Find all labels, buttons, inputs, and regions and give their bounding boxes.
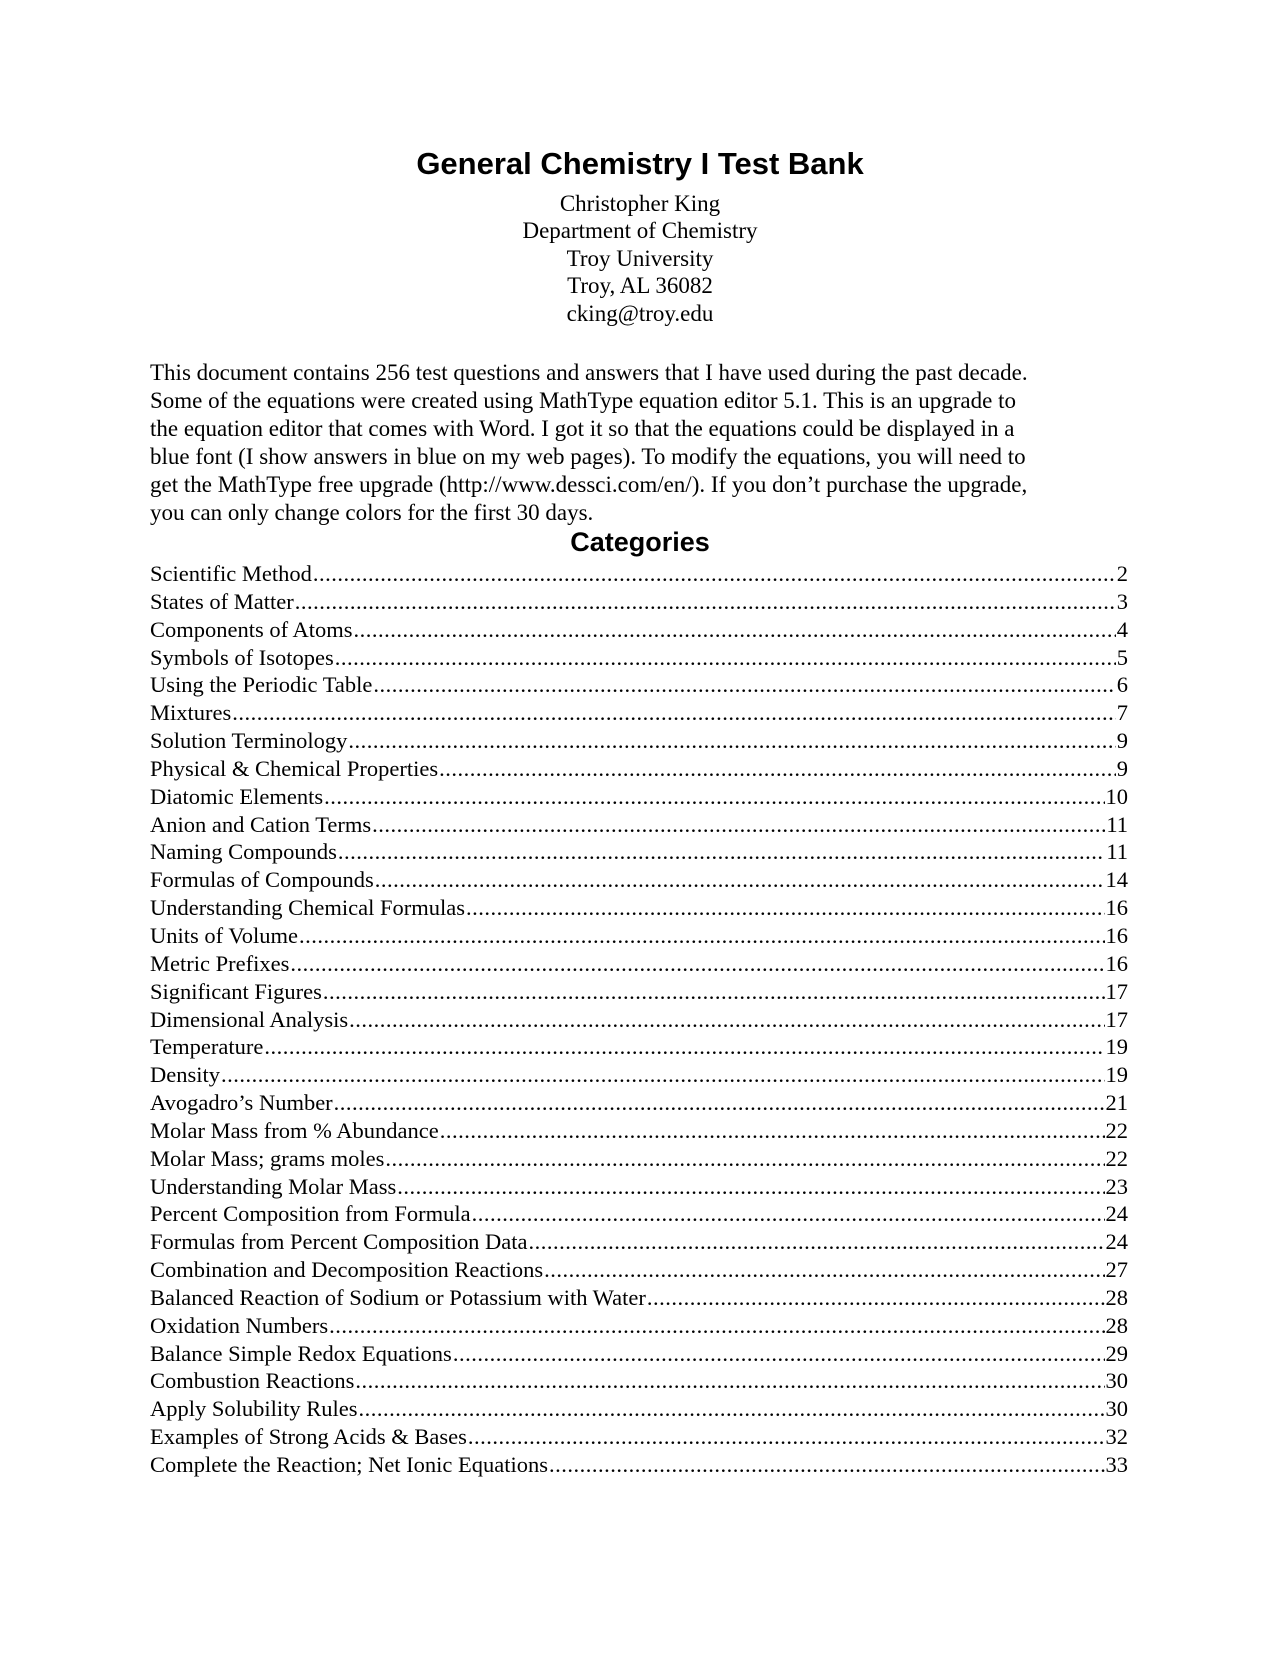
toc-dot-leader	[264, 1033, 1104, 1061]
toc-entry[interactable]	[150, 1312, 1128, 1340]
intro-line: the equation editor that comes with Word. I got it so that the equations could be displayed in a	[150, 416, 1015, 441]
toc-dot-leader	[397, 1173, 1104, 1201]
toc-dot-leader	[354, 616, 1116, 644]
toc-dot-leader	[324, 783, 1104, 811]
toc-dot-leader	[348, 727, 1115, 755]
toc-entry-page-number: 2	[1116, 561, 1128, 586]
toc-entry-page-number: 19	[1105, 1062, 1128, 1088]
toc-entry-label: Balance Simple Redox Equations	[150, 1340, 452, 1366]
toc-entry-page-number: 3	[1116, 588, 1128, 614]
toc-dot-leader	[385, 1145, 1104, 1173]
toc-dot-leader	[472, 1200, 1105, 1228]
toc-entry-page-number: 22	[1105, 1145, 1128, 1171]
toc-entry-page-number: 22	[1105, 1117, 1128, 1143]
toc-entry-page-number: 7	[1116, 700, 1128, 726]
toc-dot-leader	[544, 1256, 1104, 1284]
toc-entry[interactable]	[150, 1284, 1128, 1312]
toc-entry-page-number: 19	[1105, 1034, 1128, 1060]
toc-entry[interactable]	[150, 866, 1128, 894]
toc-entry-label: Balanced Reaction of Sodium or Potassium with Water	[150, 1284, 646, 1310]
toc-entry[interactable]	[150, 1256, 1128, 1284]
toc-entry-page-number: 17	[1105, 978, 1128, 1004]
toc-entry[interactable]	[150, 783, 1128, 811]
toc-dot-leader	[335, 644, 1116, 672]
toc-entry-page-number: 30	[1105, 1396, 1128, 1422]
toc-entry[interactable]	[150, 616, 1128, 644]
toc-dot-leader	[221, 1061, 1105, 1089]
toc-dot-leader	[355, 1367, 1104, 1395]
author-university: Troy University	[566, 245, 714, 271]
toc-dot-leader	[299, 922, 1105, 950]
intro-line: This document contains 256 test questions and answers that I have used during the past decade.	[150, 360, 1028, 385]
toc-entry-page-number: 32	[1105, 1424, 1128, 1450]
toc-dot-leader	[290, 950, 1104, 978]
toc-entry-page-number: 33	[1105, 1452, 1128, 1477]
toc-dot-leader	[549, 1451, 1104, 1479]
toc-entry-page-number: 9	[1116, 728, 1128, 754]
toc-entry[interactable]	[150, 644, 1128, 672]
toc-dot-leader	[232, 699, 1116, 727]
toc-entry-label: Combination and Decomposition Reactions	[150, 1257, 544, 1283]
toc-entry[interactable]	[150, 1089, 1128, 1117]
toc-entry[interactable]	[150, 1061, 1128, 1089]
toc-entry-label: Combustion Reactions	[150, 1368, 355, 1394]
intro-line: blue font (I show answers in blue on my web pages). To modify the equations, you will need to	[150, 444, 1026, 469]
toc-entry[interactable]	[150, 1423, 1128, 1451]
author-email: cking@troy.edu	[566, 300, 714, 326]
toc-entry-label: Metric Prefixes	[150, 950, 290, 976]
toc-entry[interactable]	[150, 950, 1128, 978]
toc-entry-label: Naming Compounds	[150, 839, 337, 865]
toc-entry[interactable]	[150, 1228, 1128, 1256]
toc-entry-page-number: 16	[1105, 922, 1128, 948]
toc-entry-page-number: 30	[1105, 1368, 1128, 1394]
toc-entry-label: Dimensional Analysis	[150, 1006, 349, 1032]
toc-entry[interactable]	[150, 1173, 1128, 1201]
toc-entry[interactable]	[150, 588, 1128, 616]
toc-entry-page-number: 17	[1105, 1006, 1128, 1032]
toc-entry-label: Apply Solubility Rules	[150, 1396, 358, 1422]
toc-entry-label: States of Matter	[150, 588, 294, 614]
toc-entry[interactable]	[150, 1006, 1128, 1034]
toc-entry[interactable]	[150, 699, 1128, 727]
toc-entry-label: Units of Volume	[150, 922, 298, 948]
toc-dot-leader	[440, 1117, 1105, 1145]
toc-entry-page-number: 27	[1105, 1257, 1128, 1283]
table-of-contents	[150, 560, 1128, 1479]
toc-dot-leader	[647, 1284, 1105, 1312]
toc-entry-label: Anion and Cation Terms	[150, 811, 372, 837]
toc-entry-page-number: 21	[1105, 1090, 1128, 1116]
toc-entry-label: Components of Atoms	[150, 616, 353, 642]
toc-entry-page-number: 4	[1116, 616, 1128, 642]
toc-dot-leader	[313, 560, 1116, 588]
toc-entry-label: Temperature	[150, 1034, 264, 1060]
toc-entry[interactable]	[150, 1145, 1128, 1173]
toc-dot-leader	[329, 1312, 1104, 1340]
author-block	[0, 190, 1280, 327]
toc-entry-page-number: 10	[1105, 783, 1128, 809]
toc-entry[interactable]	[150, 671, 1128, 699]
toc-dot-leader	[295, 588, 1116, 616]
toc-entry-label: Diatomic Elements	[150, 783, 324, 809]
toc-entry-label: Formulas from Percent Composition Data	[150, 1229, 528, 1255]
toc-dot-leader	[528, 1228, 1104, 1256]
toc-entry[interactable]	[150, 1033, 1128, 1061]
toc-entry-label: Molar Mass from % Abundance	[150, 1117, 439, 1143]
toc-entry-label: Using the Periodic Table	[150, 672, 373, 698]
toc-entry-label: Avogadro’s Number	[150, 1090, 333, 1116]
toc-dot-leader	[323, 978, 1105, 1006]
toc-entry-page-number: 11	[1106, 811, 1128, 837]
toc-entry-label: Understanding Chemical Formulas	[150, 895, 465, 921]
author-name: Christopher King	[559, 191, 721, 216]
toc-entry-label: Understanding Molar Mass	[150, 1173, 397, 1199]
intro-line: get the MathType free upgrade (http://www.dessci.com/en/). If you don’t purchase the upgrade,	[150, 472, 1028, 497]
toc-entry-label: Density	[150, 1062, 220, 1088]
toc-entry-page-number: 29	[1105, 1340, 1128, 1366]
toc-entry-label: Significant Figures	[150, 978, 322, 1004]
toc-entry[interactable]	[150, 1117, 1128, 1145]
toc-dot-leader	[338, 838, 1105, 866]
toc-entry-label: Examples of Strong Acids & Bases	[150, 1424, 467, 1450]
intro-line: Some of the equations were created using MathType equation editor 5.1. This is an upgrade to	[150, 388, 1016, 413]
toc-entry-label: Percent Composition from Formula	[150, 1201, 471, 1227]
toc-entry[interactable]	[150, 755, 1128, 783]
toc-entry-label: Scientific Method	[150, 561, 312, 586]
toc-entry-label: Mixtures	[150, 700, 232, 726]
author-department: Department of Chemistry	[522, 218, 758, 244]
toc-dot-leader	[349, 1006, 1104, 1034]
toc-entry-page-number: 28	[1105, 1284, 1128, 1310]
toc-entry-label: Complete the Reaction; Net Ionic Equations	[150, 1452, 549, 1477]
toc-entry-label: Solution Terminology	[150, 728, 348, 754]
toc-entry[interactable]	[150, 1451, 1128, 1479]
toc-entry-page-number: 24	[1105, 1201, 1128, 1227]
toc-entry[interactable]	[150, 838, 1128, 866]
toc-entry[interactable]	[150, 560, 1128, 588]
toc-entry-label: Molar Mass; grams moles	[150, 1145, 385, 1171]
toc-entry-page-number: 23	[1105, 1173, 1128, 1199]
toc-dot-leader	[372, 811, 1105, 839]
toc-entry-page-number: 5	[1116, 644, 1128, 670]
toc-entry-page-number: 14	[1105, 867, 1128, 893]
toc-entry[interactable]	[150, 1200, 1128, 1228]
toc-entry[interactable]	[150, 894, 1128, 922]
toc-entry[interactable]	[150, 1367, 1128, 1395]
toc-dot-leader	[466, 894, 1105, 922]
toc-entry[interactable]	[150, 922, 1128, 950]
toc-entry-label: Physical & Chemical Properties	[150, 755, 439, 781]
toc-entry[interactable]	[150, 1340, 1128, 1368]
toc-entry[interactable]	[150, 811, 1128, 839]
toc-entry-page-number: 24	[1105, 1229, 1128, 1255]
toc-dot-leader	[453, 1340, 1105, 1368]
toc-entry-page-number: 28	[1105, 1312, 1128, 1338]
toc-entry-label: Formulas of Compounds	[150, 867, 374, 893]
toc-entry[interactable]	[150, 727, 1128, 755]
toc-entry-page-number: 6	[1116, 672, 1128, 698]
author-address: Troy, AL 36082	[567, 273, 713, 299]
toc-dot-leader	[334, 1089, 1105, 1117]
toc-entry-page-number: 9	[1116, 755, 1128, 781]
toc-entry-page-number: 16	[1105, 895, 1128, 921]
toc-entry-page-number: 11	[1106, 839, 1128, 865]
intro-paragraph	[150, 359, 1150, 527]
toc-dot-leader	[373, 671, 1115, 699]
toc-entry-label: Symbols of Isotopes	[150, 644, 334, 670]
toc-dot-leader	[375, 866, 1105, 894]
toc-entry[interactable]	[150, 1395, 1128, 1423]
toc-dot-leader	[468, 1423, 1105, 1451]
toc-entry-label: Oxidation Numbers	[150, 1312, 329, 1338]
categories-heading: Categories	[570, 527, 710, 557]
toc-entry-page-number: 16	[1105, 950, 1128, 976]
toc-dot-leader	[439, 755, 1116, 783]
document-title: General Chemistry I Test Bank	[416, 146, 864, 181]
intro-line: you can only change colors for the first 30 days.	[150, 500, 594, 525]
toc-dot-leader	[359, 1395, 1105, 1423]
toc-entry[interactable]	[150, 978, 1128, 1006]
